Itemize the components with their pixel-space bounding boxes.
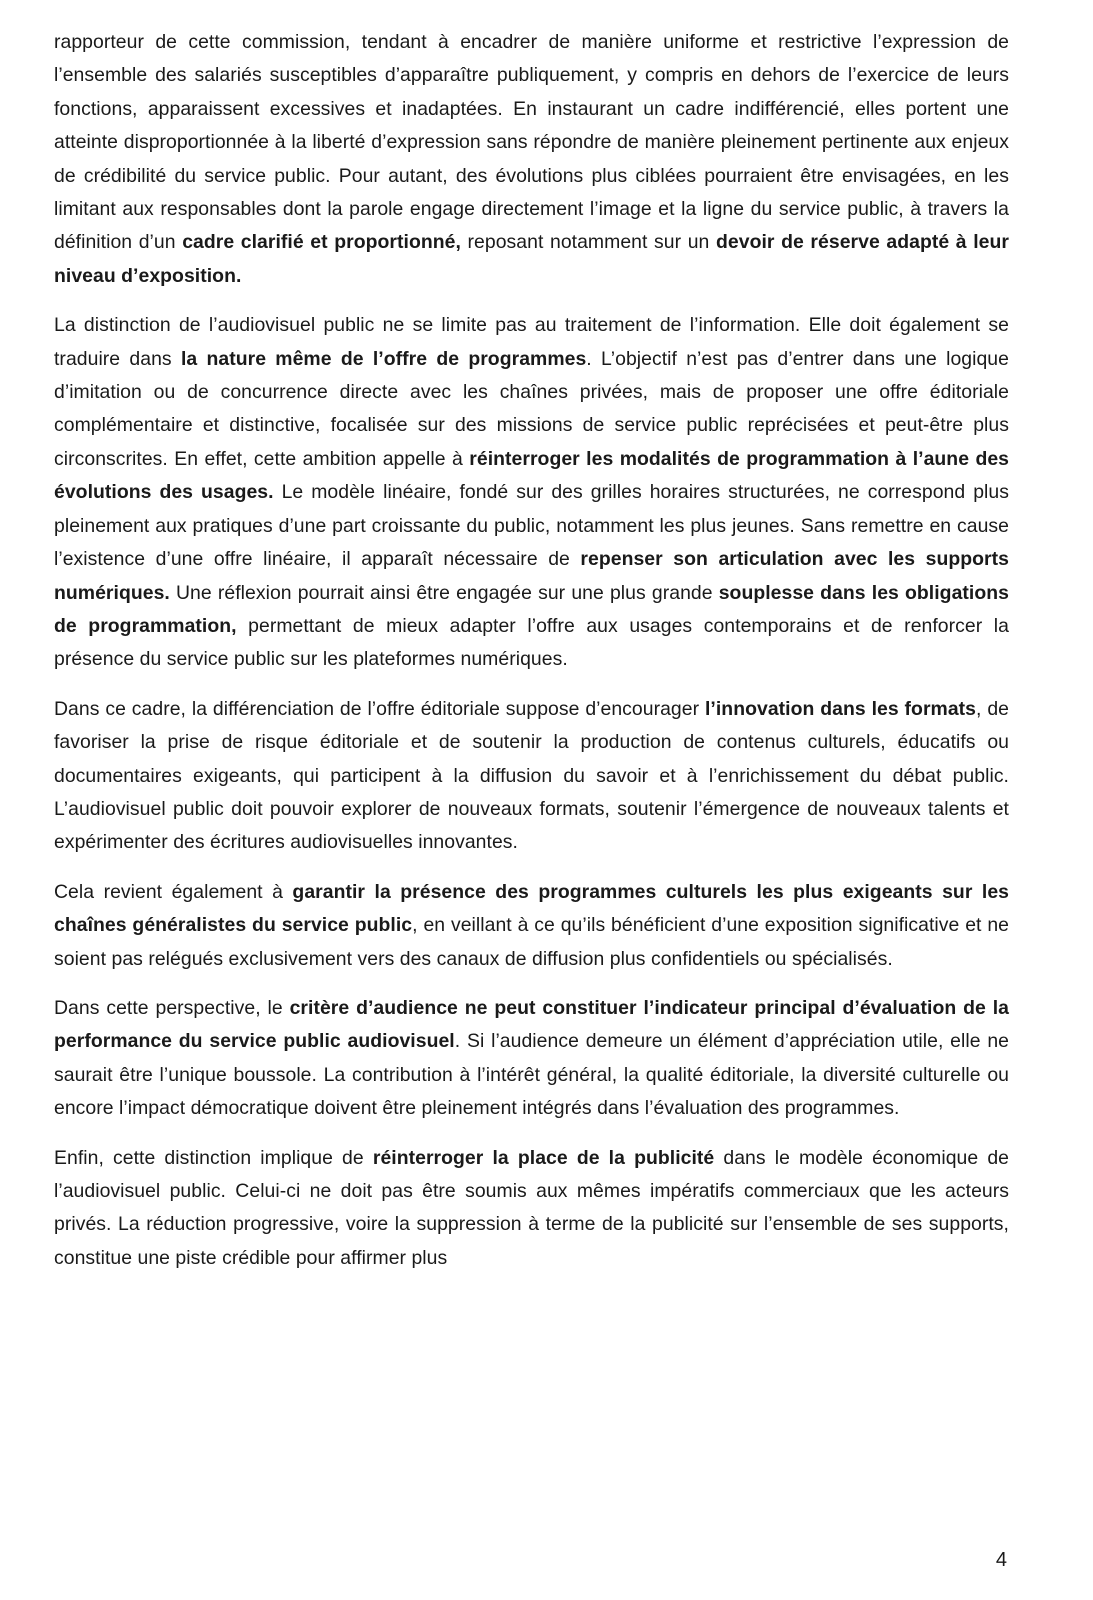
paragraph-3 [54, 693, 1009, 860]
paragraph-1-segment-3: reposant notamment sur un [460, 231, 716, 254]
paragraph-1 [54, 26, 1009, 293]
paragraph-1-segment-1: rapporteur de cette commission, tendant à encadrer de manière uniforme et restrictive l’expression de l’ensemble des salariés susceptibles d’apparaître publiquement, y compris en dehors de l’exercice de leurs fonctions, apparaissent excessives et inadaptées. En instaurant un cadre indifférencié, elles portent une atteinte disproportionnée à la liberté d’expression sans répondre de manière pleinement pertinente aux enjeux de crédibilité du service public. Pour autant, des évolutions plus ciblées pourraient être envisagées, en les limitant aux responsables dont la parole engage directement l’image et la ligne du service public, à travers la définition d’un [54, 31, 1009, 254]
paragraph-2-segment-4: réinterroger les modalités de programmation à l’aune des évolutions des usages. [54, 447, 1010, 504]
paragraph-1-segment-2: cadre clarifié et proportionné, [182, 231, 461, 254]
paragraph-2-segment-7: Une réflexion pourrait ainsi être engagée sur une plus grande [169, 581, 719, 604]
page-number: 4 [995, 1549, 1007, 1571]
paragraph-2-segment-9: permettant de mieux adapter l’offre aux usages contemporains et de renforcer la présence du service public sur les plateformes numériques. [54, 614, 1009, 671]
paragraph-4 [54, 876, 1009, 976]
paragraph-6-segment-2: réinterroger la place de la publicité [372, 1146, 715, 1169]
paragraph-2-segment-8: souplesse dans les obligations de programmation, [54, 581, 1009, 637]
paragraph-3-segment-3: , de favoriser la prise de risque éditoriale et de soutenir la production de contenus culturels, éducatifs ou documentaires exigeants, qui participent à la diffusion du savoir et à l’enrichissement du débat public. L’audiovisuel public doit pouvoir explorer de nouveaux formats, soutenir l’émergence de nouveaux talents et expérimenter des écritures audiovisuelles innovantes. [54, 697, 1010, 854]
paragraph-5-segment-3: . Si l’audience demeure un élément d’appréciation utile, elle ne saurait être l’unique boussole. La contribution à l’intérêt général, la qualité éditoriale, la diversité culturelle ou encore l’impact démocratique doivent être pleinement intégrés dans l’évaluation des programmes. [54, 1030, 1010, 1120]
paragraph-2 [54, 309, 1009, 676]
paragraph-6-segment-3: dans le modèle économique de l’audiovisuel public. Celui-ci ne doit pas être soumis aux mêmes impératifs commerciaux que les acteurs privés. La réduction progressive, voire la suppression à terme de la publicité sur l’ensemble de ses supports, constitue une piste crédible pour affirmer plus [54, 1146, 1010, 1269]
paragraph-3-segment-2: l’innovation dans les formats [704, 697, 977, 720]
paragraph-2-segment-6: repenser son articulation avec les supports numériques. [54, 548, 1009, 604]
paragraph-6-segment-1: Enfin, cette distinction implique de [54, 1146, 373, 1169]
paragraph-2-segment-2: la nature même de l’offre de programmes [180, 347, 587, 370]
paragraph-4-segment-2: garantir la présence des programmes culturels les plus exigeants sur les chaînes généralistes du service public [54, 880, 1010, 937]
paragraph-4-segment-3: , en veillant à ce qu’ils bénéficient d’une exposition significative et ne soient pas relégués exclusivement vers des canaux de diffusion plus confidentiels ou spécialisés. [54, 914, 1009, 970]
paragraph-2-segment-1: La distinction de l’audiovisuel public ne se limite pas au traitement de l’information. Elle doit également se traduire dans [54, 314, 1009, 370]
paragraph-4-segment-1: Cela revient également à [54, 880, 293, 903]
paragraph-5 [54, 992, 1009, 1126]
paragraph-5-segment-2: critère d’audience ne peut constituer l’indicateur principal d’évaluation de la performance du service public audiovisuel [54, 996, 1010, 1053]
paragraph-3-segment-1: Dans ce cadre, la différenciation de l’offre éditoriale suppose d’encourager [54, 697, 705, 720]
paragraph-1-segment-4: devoir de réserve adapté à leur niveau d’exposition. [54, 231, 1009, 287]
paragraph-2-segment-5: Le modèle linéaire, fondé sur des grilles horaires structurées, ne correspond plus pleinement aux pratiques d’une part croissante du public, notamment les plus jeunes. Sans remettre en cause l’existence d’une offre linéaire, il apparaît nécessaire de [54, 481, 1009, 571]
paragraph-6 [54, 1142, 1009, 1276]
paragraph-5-segment-1: Dans cette perspective, le [54, 996, 290, 1019]
paragraph-2-segment-3: . L’objectif n’est pas d’entrer dans une logique d’imitation ou de concurrence directe avec les chaînes privées, mais de proposer une offre éditoriale complémentaire et distinctive, focalisée sur des missions de service public reprécisées et peut-être plus circonscrites. En effet, cette ambition appelle à [54, 347, 1009, 470]
document-body [54, 26, 1009, 1291]
